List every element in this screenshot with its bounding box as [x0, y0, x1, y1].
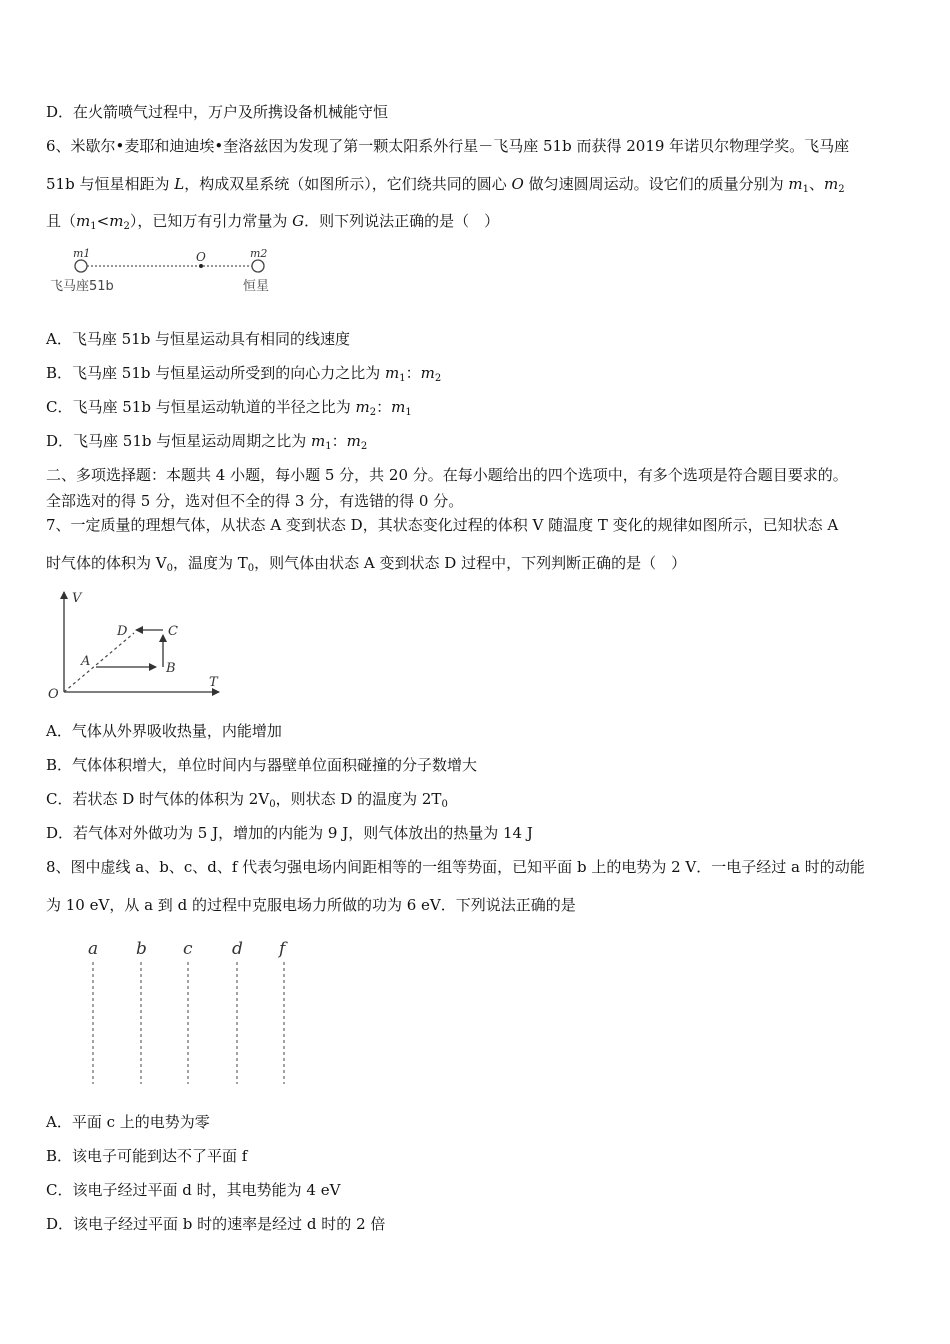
point-c-label: C — [168, 624, 178, 639]
q7-option-a: A．气体从外界吸收热量，内能增加 — [46, 722, 282, 740]
q8-option-d: D．该电子经过平面 b 时的速率是经过 d 时的 2 倍 — [46, 1215, 386, 1233]
q6-stem-line2: 51b 与恒星相距为 L，构成双星系统（如图所示），它们绕共同的圆心 O 做匀速圆周运动。设它们的质量分别为 $m_1$、$m_2$ — [46, 175, 845, 195]
q6-fig-m2-label: m2 — [250, 247, 268, 260]
var-G: G — [292, 212, 305, 230]
q6-stem-line1: 6、米歇尔•麦耶和迪迪埃•奎洛兹因为发现了第一颗太阳系外行星－飞马座 51b 而获得 2019 年诺贝尔物理学奖。飞马座 — [46, 137, 850, 155]
var-L: L — [174, 175, 185, 193]
point-a-label: A — [81, 654, 91, 669]
q8-stem-line2: 为 10 eV，从 a 到 d 的过程中克服电场力所做的功为 6 eV．下列说法正确的是 — [46, 896, 576, 914]
q8-equipotential-figure — [80, 936, 300, 1088]
origin-label: O — [48, 687, 59, 702]
t-axis-label: T — [209, 675, 218, 690]
point-d-label: D — [117, 624, 128, 639]
v-axis-label: V — [72, 591, 82, 606]
plane-label-f: f — [279, 939, 286, 959]
section2-instructions-line1: 二、多项选择题：本题共 4 小题，每小题 5 分，共 20 分。在每小题给出的四个选项中，有多个选项是符合题目要求的。 — [46, 466, 848, 484]
plane-label-c: c — [183, 939, 193, 959]
q8-option-a: A．平面 c 上的电势为零 — [46, 1113, 210, 1131]
q8-option-b: B．该电子可能到达不了平面 f — [46, 1147, 248, 1165]
q6-fig-planet-label: 飞马座51b — [50, 279, 114, 294]
center-o-dot — [199, 264, 203, 268]
q6-option-a: A．飞马座 51b 与恒星运动具有相同的线速度 — [46, 330, 351, 348]
q6-option-d: D．飞马座 51b 与恒星运动周期之比为 $m_1$：$m_2$ — [46, 432, 368, 452]
star-circle — [252, 260, 264, 272]
planet-circle — [75, 260, 87, 272]
section2-instructions-line2: 全部选对的得 5 分，选对但不全的得 3 分，有选错的得 0 分。 — [46, 492, 464, 510]
dashed-line-o-to-d — [64, 633, 134, 692]
q7-option-b: B．气体体积增大，单位时间内与器壁单位面积碰撞的分子数增大 — [46, 756, 478, 774]
q6-fig-m1-label: m1 — [73, 247, 91, 260]
q7-stem-line2: 时气体的体积为 $V_0$，温度为 $T_0$，则气体由状态 A 变到状态 D 过程中，下列判断正确的是（ ） — [46, 554, 687, 574]
q7-vt-graph — [44, 586, 226, 702]
q7-stem-line1: 7、一定质量的理想气体，从状态 A 变到状态 D，其状态变化过程的体积 V 随温度 T 变化的规律如图所示，已知状态 A — [46, 516, 839, 534]
q8-stem-line1: 8、图中虚线 a、b、c、d、f 代表匀强电场内间距相等的一组等势面，已知平面 b 上的电势为 2 V．一电子经过 a 时的动能 — [46, 858, 865, 876]
plane-label-b: b — [136, 939, 147, 959]
var-O: O — [511, 175, 524, 193]
q6-option-c: C．飞马座 51b 与恒星运动轨道的半径之比为 $m_2$：$m_1$ — [46, 398, 412, 418]
q8-option-c: C．该电子经过平面 d 时，其电势能为 4 eV — [46, 1181, 341, 1199]
plane-label-a: a — [88, 939, 99, 959]
q6-stem-line3: 且$(m_1<m_2)$，已知万有引力常量为 G．则下列说法正确的是（ ） — [46, 212, 500, 232]
q7-option-d: D．若气体对外做功为 5 J，增加的内能为 9 J，则气体放出的热量为 14 J — [46, 824, 533, 842]
q5-option-d: D．在火箭喷气过程中，万户及所携设备机械能守恒 — [46, 103, 389, 121]
plane-label-d: d — [232, 939, 243, 959]
q6-binary-star-figure — [46, 244, 286, 296]
q6-fig-star-label: 恒星 — [243, 279, 270, 294]
q6-fig-o-label: O — [196, 250, 206, 264]
q6-option-b: B．飞马座 51b 与恒星运动所受到的向心力之比为 $m_1$：$m_2$ — [46, 364, 442, 384]
point-b-label: B — [166, 661, 176, 676]
q7-option-c: C．若状态 D 时气体的体积为 $2V_0$，则状态 D 的温度为 $2T_0$ — [46, 790, 448, 810]
